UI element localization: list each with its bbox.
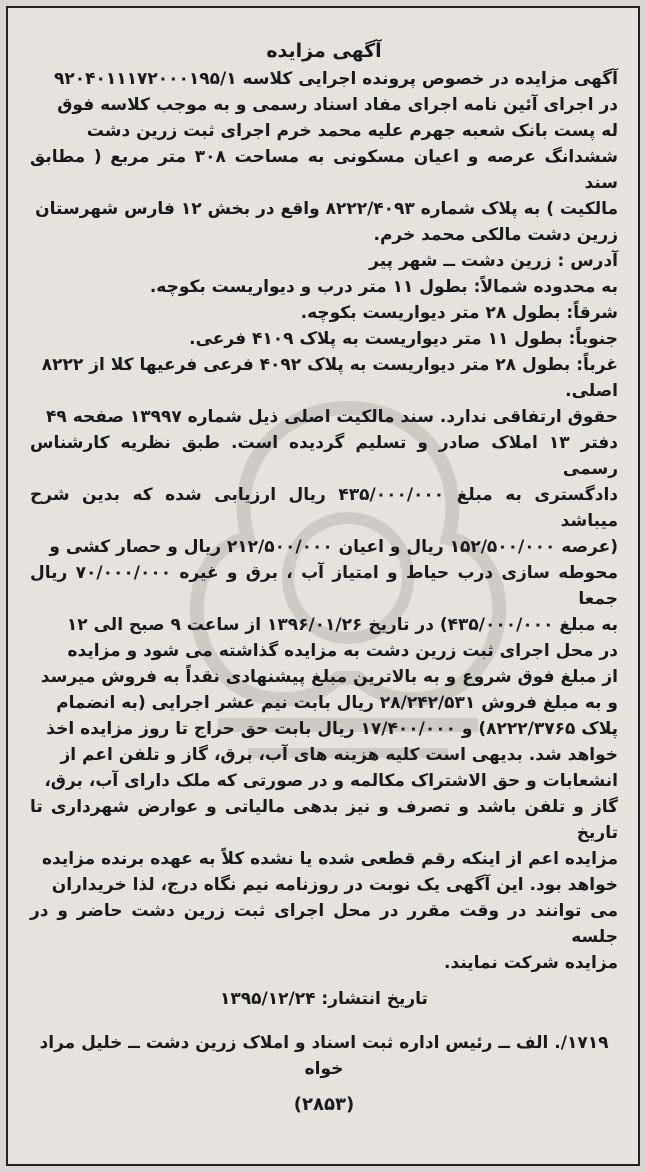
body-line: آدرس : زرین دشت ــ شهر پیر — [369, 251, 618, 271]
body-line: جنوباً: بطول ۱۱ متر دیواریست به پلاک ۴۱۰۹ فرعی. — [189, 329, 618, 349]
body-line: به مبلغ ۴۳۵/۰۰۰/۰۰۰) در تاریخ ۱۳۹۶/۰۱/۲۶ از ساعت ۹ صبح الی ۱۲ — [66, 615, 618, 635]
publish-date: تاریخ انتشار: ۱۳۹۵/۱۲/۲۴ — [220, 989, 428, 1009]
body-line: ششدانگ عرصه و اعیان مسکونی به مساحت ۳۰۸ متر مربع ( مطابق سند — [30, 147, 618, 193]
body-line: زرین دشت مالکی محمد خرم. — [373, 225, 618, 245]
body-line: دفتر ۱۳ املاک صادر و تسلیم گردیده است. طبق نظریه کارشناس رسمی — [30, 433, 618, 479]
body-line: می توانند در وقت مقرر در محل اجرای ثبت زرین دشت حاضر و در جلسه — [30, 901, 618, 947]
body-line: به محدوده شمالاً: بطول ۱۱ متر درب و دیواریست بکوچه. — [149, 277, 618, 297]
body-line: در اجرای آئین نامه اجرای مفاد اسناد رسمی و به موجب کلاسه فوق — [57, 95, 618, 115]
body-line: و به مبلغ فروش ۲۸/۲۴۲/۵۳۱ ریال بابت نیم عشر اجرایی (به انضمام — [56, 693, 618, 713]
notice-text-block — [8, 8, 638, 1128]
body-line: دادگستری به مبلغ ۴۳۵/۰۰۰/۰۰۰ ریال ارزیابی شده که بدین شرح میباشد — [30, 485, 618, 531]
body-line: پلاک ۸۲۲۲/۳۷۶۵) و ۱۷/۴۰۰/۰۰۰ ریال بابت حق حراج تا روز مزایده اخذ — [46, 719, 618, 739]
body-line: حقوق ارتفاقی ندارد. سند مالکیت اصلی ذیل شماره ۱۳۹۹۷ صفحه ۴۹ — [46, 407, 618, 427]
body-line: در محل اجرای ثبت زرین دشت به مزایده گذاشته می شود و مزایده — [67, 641, 618, 661]
notice-code: (۲۸۵۳) — [293, 1094, 355, 1115]
body-line: انشعابات و حق الاشتراک مکالمه و در صورتی که ملک دارای آب، برق، — [44, 771, 618, 791]
body-line: آگهی مزایده در خصوص پرونده اجرایی کلاسه ۹۲۰۴۰۱۱۱۷۲۰۰۰۱۹۵/۱ — [53, 69, 618, 89]
notice-title: آگهی مزایده — [266, 40, 382, 62]
notice-body — [30, 66, 618, 976]
signer-line: ۱۷۱۹/. الف ــ رئیس اداره ثبت اسناد و املاک زرین دشت ــ خلیل مراد خواه — [39, 1033, 609, 1079]
body-line: از مبلغ فوق شروع و به بالاترین مبلغ پیشنهادی نقداً به فروش میرسد — [40, 667, 618, 687]
body-line: گاز و تلفن باشد و تصرف و نیز بدهی مالیاتی و عوارض شهرداری تا تاریخ — [30, 797, 618, 843]
body-line: خواهد بود. این آگهی یک نوبت در روزنامه نیم نگاه درج، لذا خریداران — [51, 875, 618, 895]
body-line: خواهد شد. بدیهی است کلیه هزینه های آب، برق، گاز و تلفن اعم از — [60, 745, 618, 765]
body-line: (عرصه ۱۵۲/۵۰۰/۰۰۰ ریال و اعیان ۲۱۲/۵۰۰/۰۰۰ ریال و حصار کشی و — [49, 537, 618, 557]
body-line: له پست بانک شعبه جهرم علیه محمد خرم اجرای ثبت زرین دشت — [86, 121, 618, 141]
body-line: غرباً: بطول ۲۸ متر دیواریست به پلاک ۴۰۹۲ فرعی فرعیها کلا از ۸۲۲۲ — [41, 355, 618, 375]
body-line: محوطه سازی درب حیاط و امتیاز آب ، برق و غیره ۷۰/۰۰۰/۰۰۰ ریال جمعا — [30, 563, 618, 609]
body-line: مالکیت ) به پلاک شماره ۸۲۲۲/۴۰۹۳ واقع در بخش ۱۲ فارس شهرستان — [35, 199, 618, 219]
body-line: مزایده اعم از اینکه رقم قطعی شده یا نشده کلاً به عهده برنده مزایده — [42, 849, 618, 869]
notice-clipping — [6, 6, 640, 1166]
body-line: اصلی. — [565, 381, 618, 401]
body-line: شرقاً: بطول ۲۸ متر دیواریست بکوچه. — [300, 303, 618, 323]
body-line: مزایده شرکت نمایند. — [444, 953, 618, 973]
